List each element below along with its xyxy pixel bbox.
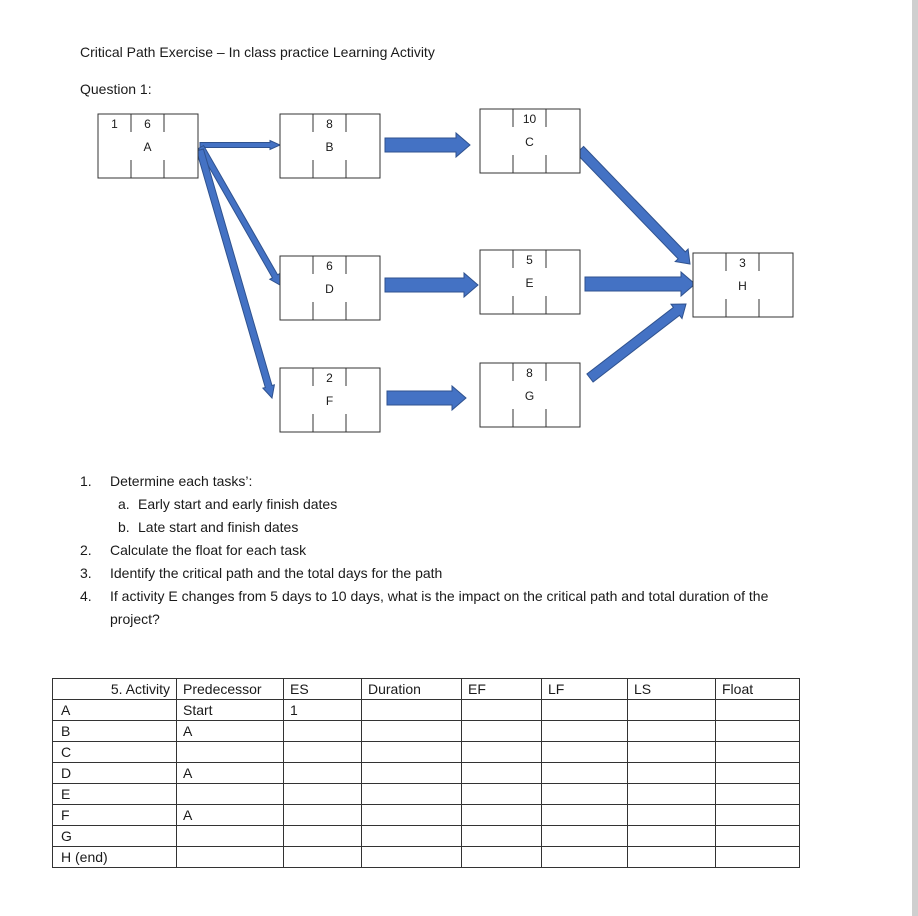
arrow-e-h xyxy=(585,272,695,296)
table-cell xyxy=(462,784,542,805)
node-c xyxy=(480,109,580,173)
table-cell: H (end) xyxy=(53,847,177,868)
table-cell xyxy=(716,826,800,847)
table-cell: D xyxy=(53,763,177,784)
table-cell xyxy=(628,847,716,868)
instruction-1: 1. Determine each tasks’: xyxy=(80,473,253,489)
instruction-4: 4. If activity E changes from 5 days to 10 days, what is the impact on the critical path and total duration of the project? xyxy=(80,588,769,627)
node-h xyxy=(693,253,793,317)
table-cell xyxy=(462,826,542,847)
node-label: A xyxy=(143,140,152,154)
table-header-cell: 5. Activity xyxy=(53,679,177,700)
arrow-a-f xyxy=(197,149,275,398)
table-row xyxy=(53,826,800,847)
table-cell xyxy=(628,721,716,742)
diagram-arrows xyxy=(197,133,695,410)
arrow-f-g xyxy=(387,386,466,410)
activity-table xyxy=(52,678,800,868)
table-row xyxy=(53,847,800,868)
table-cell xyxy=(628,826,716,847)
table-cell xyxy=(462,763,542,784)
table-row xyxy=(53,721,800,742)
table-cell xyxy=(462,721,542,742)
table-row xyxy=(53,700,800,721)
table-cell xyxy=(462,805,542,826)
table-cell xyxy=(716,805,800,826)
instruction-2: 2. Calculate the float for each task xyxy=(80,542,307,558)
node-duration: 10 xyxy=(522,112,537,126)
table-row xyxy=(53,742,800,763)
arrow-a-b xyxy=(200,141,280,150)
table-cell: G xyxy=(53,826,177,847)
table-cell xyxy=(362,742,462,763)
table-cell xyxy=(716,700,800,721)
table-cell xyxy=(542,805,628,826)
table-cell xyxy=(462,742,542,763)
table-cell: A xyxy=(53,700,177,721)
table-cell xyxy=(542,721,628,742)
arrow-a-d xyxy=(198,146,280,286)
table-cell xyxy=(542,700,628,721)
table-cell xyxy=(284,826,362,847)
node-f xyxy=(280,368,380,432)
table-cell: E xyxy=(53,784,177,805)
instruction-1b: b. Late start and finish dates xyxy=(118,519,299,535)
table-cell xyxy=(177,742,284,763)
node-label: H xyxy=(738,279,747,293)
table-cell xyxy=(542,784,628,805)
node-start: 1 xyxy=(111,117,118,131)
document-title: Critical Path Exercise – In class practice Learning Activity xyxy=(80,44,435,60)
table-cell xyxy=(628,742,716,763)
node-e xyxy=(480,250,580,314)
table-cell xyxy=(177,847,284,868)
table-row xyxy=(53,805,800,826)
node-duration: 6 xyxy=(144,117,151,131)
table-row xyxy=(53,784,800,805)
arrow-c-h xyxy=(576,147,690,265)
table-cell xyxy=(628,805,716,826)
table-cell xyxy=(716,784,800,805)
question-heading: Question 1: xyxy=(80,81,152,97)
table-cell: F xyxy=(53,805,177,826)
table-row xyxy=(53,763,800,784)
table-header-cell: EF xyxy=(462,679,542,700)
table-cell xyxy=(462,700,542,721)
table-cell xyxy=(542,847,628,868)
table-cell xyxy=(362,805,462,826)
node-d xyxy=(280,256,380,320)
table-cell xyxy=(362,847,462,868)
table-cell xyxy=(716,847,800,868)
table-header-row xyxy=(53,679,800,700)
table-cell: B xyxy=(53,721,177,742)
node-label: E xyxy=(525,276,534,290)
table-cell xyxy=(362,700,462,721)
node-label: D xyxy=(325,282,334,296)
table-cell xyxy=(716,721,800,742)
table-cell: Start xyxy=(177,700,284,721)
table-cell xyxy=(628,784,716,805)
node-a xyxy=(98,114,198,178)
table-cell xyxy=(462,847,542,868)
node-duration: 3 xyxy=(739,256,746,270)
table-cell xyxy=(362,784,462,805)
table-cell xyxy=(362,826,462,847)
node-duration: 5 xyxy=(526,253,533,267)
table-cell xyxy=(628,700,716,721)
arrow-g-h xyxy=(587,304,686,382)
node-label: C xyxy=(525,135,534,149)
table-cell xyxy=(177,784,284,805)
node-g xyxy=(480,363,580,427)
table-cell xyxy=(284,742,362,763)
node-duration: 8 xyxy=(326,117,333,131)
table-cell xyxy=(284,721,362,742)
table-cell xyxy=(542,826,628,847)
table-cell: A xyxy=(177,763,284,784)
instruction-1a: a. Early start and early finish dates xyxy=(118,496,338,512)
table-cell xyxy=(284,805,362,826)
table-cell xyxy=(362,763,462,784)
table-cell xyxy=(284,784,362,805)
node-label: G xyxy=(524,389,535,403)
node-label: B xyxy=(325,140,334,154)
table-header-cell: LF xyxy=(542,679,628,700)
node-label: F xyxy=(325,394,334,408)
table-cell: A xyxy=(177,805,284,826)
table-cell xyxy=(716,763,800,784)
node-duration: 2 xyxy=(326,371,333,385)
table-cell: A xyxy=(177,721,284,742)
table-header-cell: Duration xyxy=(362,679,462,700)
table-header-cell: Float xyxy=(716,679,800,700)
table-cell xyxy=(284,763,362,784)
table-cell xyxy=(628,763,716,784)
table-header-cell: Predecessor xyxy=(177,679,284,700)
table-cell xyxy=(542,742,628,763)
table-cell xyxy=(542,763,628,784)
table-cell: 1 xyxy=(284,700,362,721)
node-duration: 8 xyxy=(526,366,533,380)
table-cell: C xyxy=(53,742,177,763)
table-header-cell: LS xyxy=(628,679,716,700)
node-b xyxy=(280,114,380,178)
table-cell xyxy=(177,826,284,847)
arrow-b-c xyxy=(385,133,470,157)
arrow-d-e xyxy=(385,273,478,297)
table-cell xyxy=(716,742,800,763)
table-cell xyxy=(362,721,462,742)
instruction-3: 3. Identify the critical path and the total days for the path xyxy=(80,565,443,581)
instruction-list xyxy=(80,470,780,631)
table-cell xyxy=(284,847,362,868)
node-duration: 6 xyxy=(326,259,333,273)
table-header-cell: ES xyxy=(284,679,362,700)
